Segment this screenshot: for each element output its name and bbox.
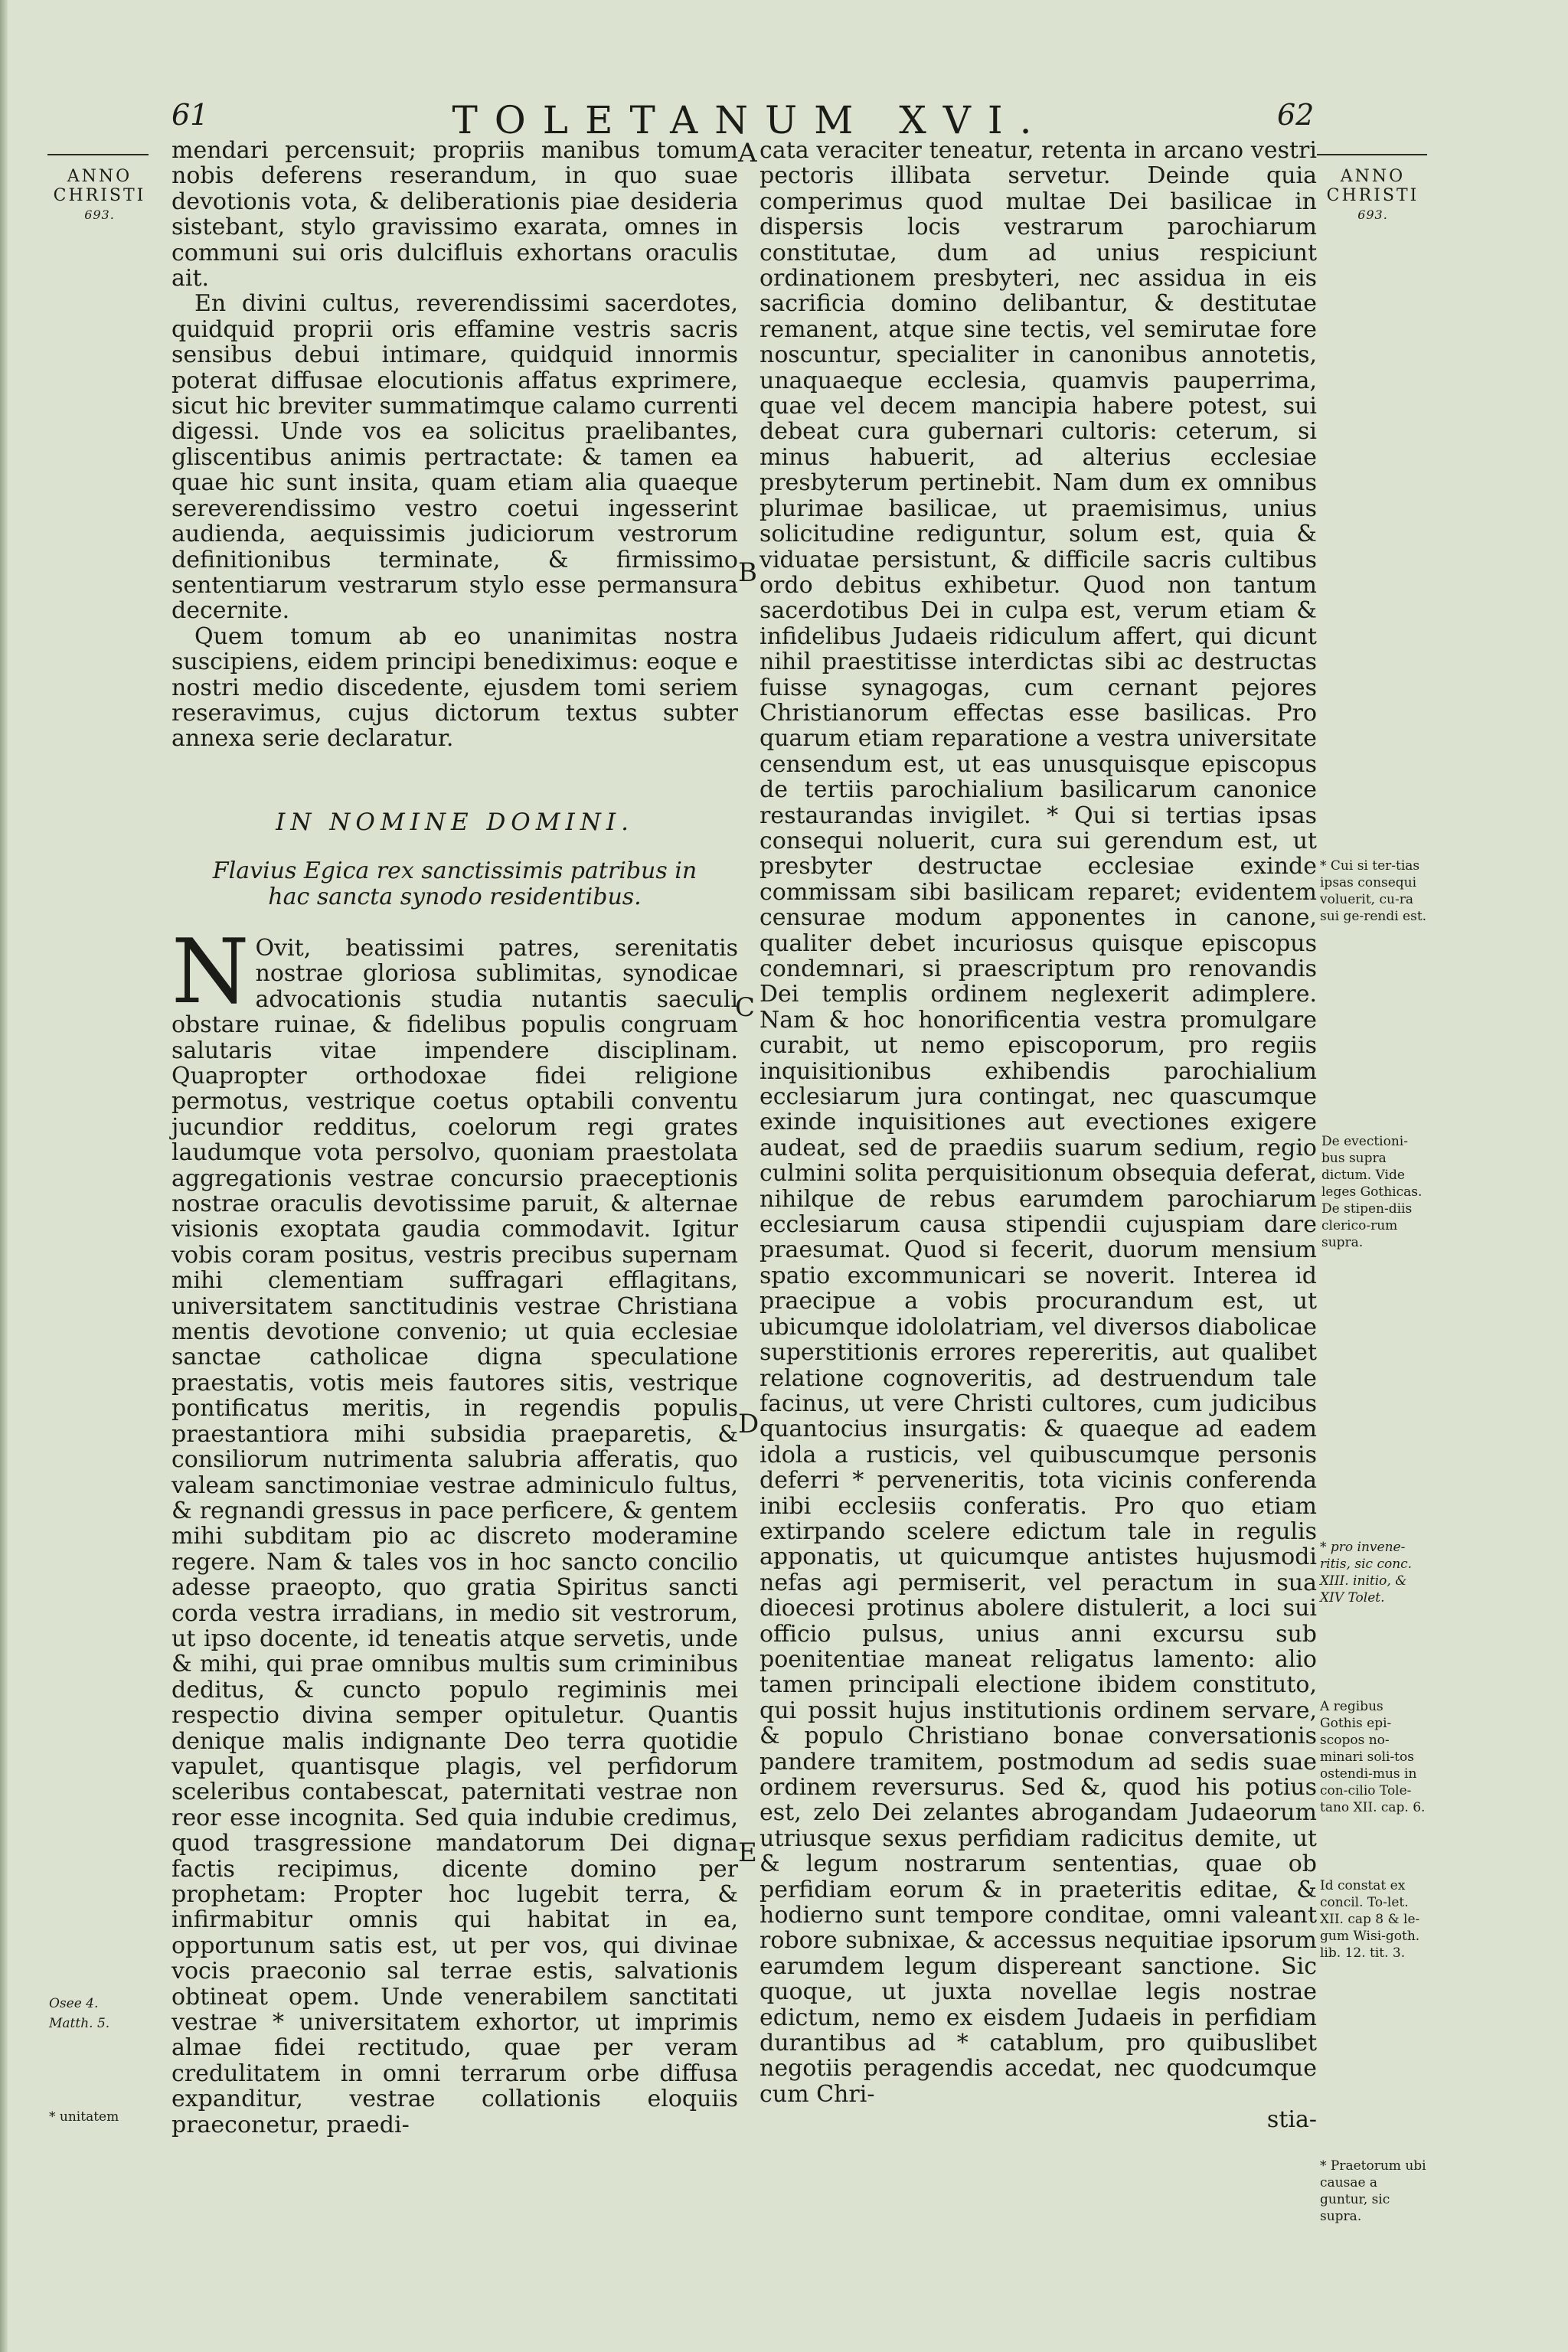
running-title: TOLETANUM XVI. bbox=[452, 98, 1049, 142]
section-letter-d: D bbox=[738, 1409, 760, 1439]
catchword: stia- bbox=[1266, 2106, 1317, 2134]
page-number-left: 61 bbox=[172, 98, 209, 132]
year-label: 693. bbox=[1357, 207, 1388, 222]
text-column-right bbox=[760, 138, 1317, 2133]
margin-ref-osee: Osee 4. bbox=[49, 1996, 99, 2011]
book-spine-shadow bbox=[0, 0, 8, 2352]
left-paragraph-2: En divini cultus, reverendissimi sacerdotes, quidquid proprii oris effamine vestris sacris sensibus debui intimare, quidquid innormis poterat diffusae elocutionis affatus exprimere, sicut hic breviter summatimque calamo currenti digessi. Unde vos ea solicitus praelibantes, gliscentibus animis pertractate: & tamen ea quae hic sunt insita, quam etiam alia quaeque sereverendissimo vestro coetui ingesserint audienda, aequissimis judiciorum vestrorum definitionibus terminate, & firmissimo sententiarum vestrarum stylo esse permansura decernite. bbox=[172, 290, 738, 625]
section-heading: IN NOMINE DOMINI. bbox=[276, 808, 634, 836]
left-paragraph-1: mendari percensuit; propriis manibus tomum nobis deferens reserandum, in quo suae devotionis vota, & deliberationis piae desideria sistebant, stylo gravissimo exarata, omnes in communi sui oris dulcifluis exhortans oraculis ait. bbox=[172, 137, 738, 292]
section-subheading: Flavius Egica rex sanctissimis patribus in hac sancta synodo residentibus. bbox=[212, 858, 697, 910]
year-label: 693. bbox=[84, 207, 115, 222]
right-paragraph-1: cata veraciter teneatur, retenta in arcano vestri pectoris illibata servetur. Deinde quia comperimus quod multae Dei basilicae in dispersis locis vestrarum parochiarum constitutae, dum ad unius respiciunt ordinationem presbyteri, nec assidua in eis sacrificia domino delibantur, & destitutae remanent, atque sine tectis, vel semirutae fore noscuntur, specialiter in canonibus annotetis, unaquaeque ecclesia, quamvis pauperrima, quae vel decem mancipia habere potest, sui debeat cura gubernari cultoris: ceterum, si minus habuerit, ad alterius ecclesiae presbyterum pertinebit. Nam dum ex omnibus plurimae basilicae, ut praemisimus, unius solicitudine rediguntur, solum est, quia & viduatae persistunt, & difficile sacris cultibus ordo debitus exhibetur. Quod non tantum sacerdotibus Dei in culpa est, verum etiam & infidelibus Judaeis ridiculum affert, qui dicunt nihil praestitisse interdictas sibi ac destructas fuisse synagogas, cum cernant pejores Christianorum effectas esse basilicas. Pro quarum etiam reparatione a vestra universitate censendum est, ut eas unusquisque episcopus de tertiis parochialium basilicarum canonice restaurandas invigilet. * Qui si tertias ipsas consequi noluerit, cura sui gerendum est, ut presbyter destructae ecclesiae exinde commissam sibi basilicam reparet; evidentem censurae modum apponentes in canone, qualiter debet incuriosus quisque episcopus condemnari, si praescriptum pro renovandis Dei templis ordinem neglexerit adimplere. Nam & hoc honorificentia vestra promulgare curabit, ut nemo episcoporum, pro regiis inquisitionibus exhibendis parochialium ecclesiarum jura contingat, nec quascumque exinde inquisitiones aut evectiones exigere audeat, sed de praediis suarum sedium, regio culmini solita perquisitionum obsequia deferat, nihilque de rebus earumdem parochiarum ecclesiarum causa stipendii cujuspiam dare praesumat. Quod si fecerit, duorum mensium spatio excommunicari se noverit. Interea id praecipue a vobis procurandum est, ut ubicumque idololatriam, vel diversos diabolicae superstitionis errores repereritis, aut qualibet relatione cognoveritis, ad destruendum tale facinus, ut vere Christi cultores, cum judicibus quantocius insurgatis: & quaeque ad eadem idola a rusticis, vel quibuscumque personis deferri * perveneritis, tota vicinis conferenda inibi ecclesiis conferatis. Pro quo etiam extirpando scelere edictum tale in regulis apponatis, ut quicumque antistes hujusmodi nefas agi permiserit, vel peractum in sua dioecesi protinus abolere distulerit, a loci sui officio pulsus, unius anni excursu sub poenitentiae maneat religatus lamento: alio tamen principali electione ibidem constituto, qui possit hujus institutionis ordinem servare, & populo Christiano bonae conversationis pandere tramitem, postmodum ad sedis suae ordinem reversurus. Sed &, quod his potius est, zelo Dei zelantes abrogandam Judaeorum utriusque sexus perfidiam radicitus demite, ut & legum nostrarum sententias, quae ob perfidiam eorum & in praeteritis editae, & hodierno sunt tempore conditae, omni valeant robore subnixae, & accessus nequitiae ipsorum earumdem legum dispereant sanctione. Sic quoque, ut juxta novellae legis nostrae edictum, nemo ex eisdem Judaeis in perfidiam durantibus ad * catablum, pro quibuslibet negotiis peragendis accedat, nec quodcumque cum Chri- bbox=[760, 137, 1317, 2108]
margin-ref-matth: Matth. 5. bbox=[49, 2016, 110, 2031]
page-number-right: 62 bbox=[1277, 98, 1315, 132]
anno-label: ANNO bbox=[1340, 167, 1406, 186]
header-rule-left bbox=[47, 154, 149, 155]
margin-note-inveneritis: * pro invene-ritis, sic conc. XIII. initio, & XIV Tolet. bbox=[1320, 1540, 1413, 1606]
christi-label: CHRISTI bbox=[53, 186, 146, 205]
text-column-left bbox=[172, 138, 738, 2138]
margin-note-unitatem: * unitatem bbox=[49, 2109, 119, 2125]
margin-note-concil: Id constat ex concil. To-let. XII. cap 8 & le-gum Wisi-goth. lib. 12. tit. 3. bbox=[1320, 1878, 1420, 1961]
left-paragraph-4: NOvit, beatissimi patres, serenitatis nostrae gloriosa sublimitas, synodicae advocationis studia nutantis saeculi obstare ruinae, & fidelibus populis congruam salutaris vitae impendere disciplinam. Quapropter orthodoxae fidei religione permotus, vestrique coetus optabili conventu jucundior redditus, coelorum regi grates laudumque vota persolvo, quoniam praestolata aggregationis vestrae concursio praeceptionis nostrae oraculis devotissime paruit, & alternae visionis exoptata gaudia commodavit. Igitur vobis coram positus, vestris precibus supernam mihi clementiam suffragari efflagitans, universitatem sanctitudinis vestrae Christiana mentis devotione convenio; ut quia ecclesiae sanctae catholicae digna speculatione praestatis, votis meis fautores sitis, vestrique pontificatus meritis, in regendis populis praestantiora mihi subsidia praeparetis, & consiliorum nutrimenta salubria afferatis, quo valeam sanctimoniae vestrae adminiculo fultus, & regnandi gressus in pace perficere, & gentem mihi subditam pio ac discreto moderamine regere. Nam & tales vos in hoc sancto concilio adesse praeopto, quo gratia Spiritus sancti corda vestra irradians, in medio sit vestrorum, ut ipso docente, id teneatis atque servetis, unde & mihi, qui prae omnibus multis sum criminibus deditus, & cuncto populo regiminis mei respectio divina semper opituletur. Quantis denique malis indignante Deo terra quotidie vapulet, quantisque plagis, vel perfidorum sceleribus contabescat, paternitati vestrae non reor esse incognita. Sed quia indubie credimus, quod trasgressione mandatorum Dei digna factis recipimus, dicente domino per prophetam: Propter hoc lugebit terra, & infirmabitur omnis qui habitat in ea, opportunum satis est, ut per vos, qui divinae vocis praeconio sal terrae estis, salvationis obtineat opem. Unde venerabilem sanctitati vestrae * universitatem exhortor, ut imprimis almae fidei rectitudo, quae per veram credulitatem in omni terrarum orbe diffusa expanditur, vestrae collationis eloquiis praeconetur, praedi- bbox=[172, 920, 738, 2138]
anno-label: ANNO bbox=[67, 167, 132, 186]
margin-note-tertias: * Cui si ter-tias ipsas consequi voluerit, cu-ra sui ge-rendi est. bbox=[1320, 858, 1427, 924]
anno-christi-right bbox=[1323, 167, 1423, 224]
header-rule-right bbox=[1317, 154, 1427, 155]
margin-note-regibus: A regibus Gothis epi-scopos no-minari soli-tos ostendi-mus in con-cilio Tole-tano XII. cap. 6. bbox=[1320, 1699, 1426, 1815]
section-letter-a: A bbox=[738, 138, 757, 168]
section-letter-e: E bbox=[738, 1838, 757, 1868]
margin-note-evectionibus: De evectioni-bus supra dictum. Vide leges Gothicas. De stipen-diis clerico-rum supra. bbox=[1321, 1134, 1423, 1250]
margin-note-praetorum: * Praetorum ubi causae a guntur, sic supra. bbox=[1320, 2158, 1426, 2224]
section-letter-b: B bbox=[738, 557, 757, 588]
christi-label: CHRISTI bbox=[1326, 186, 1419, 205]
left-paragraph-3: Quem tomum ab eo unanimitas nostra suscipiens, eidem principi benediximus: eoque e nostri medio discedente, ejusdem tomi seriem reseravimus, cujus dictorum textus subter annexa serie declaratur. bbox=[172, 622, 738, 753]
section-letter-c: C bbox=[735, 992, 756, 1023]
anno-christi-left bbox=[46, 167, 153, 224]
